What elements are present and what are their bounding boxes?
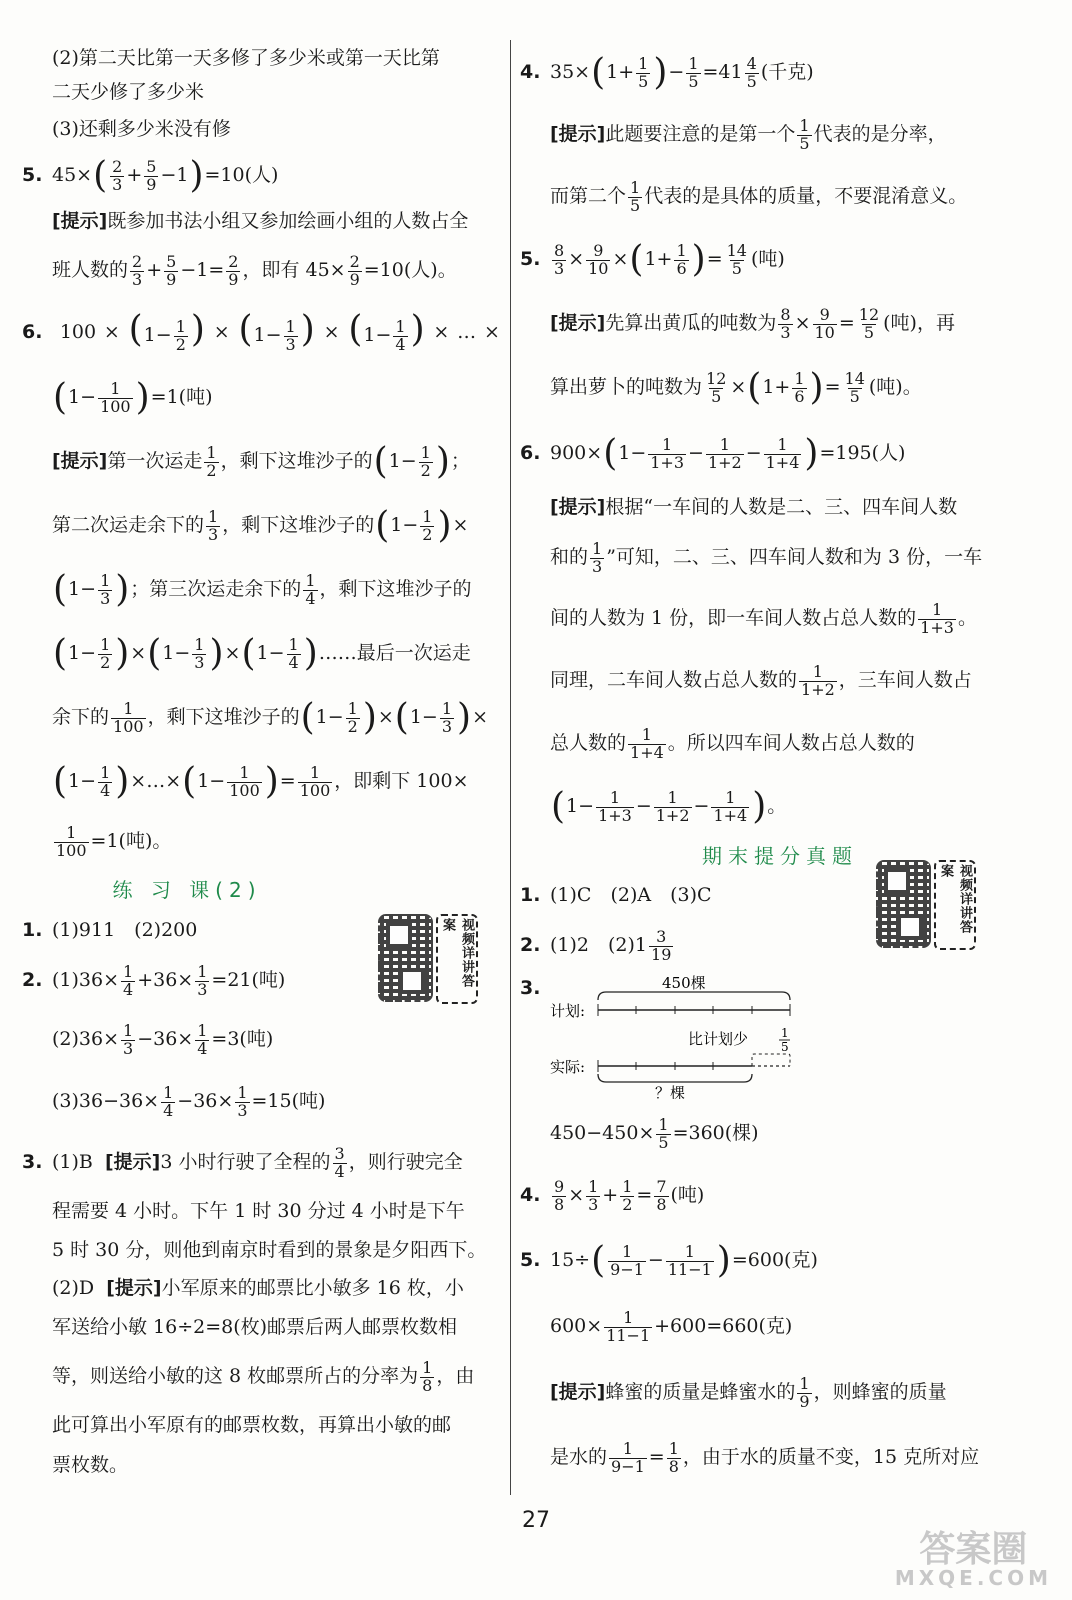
site-watermark: 答案圈 MXQE.COM [894, 1529, 1052, 1590]
hint-line: 和的 $\frac{1}{3}$ ”可知，二、三、四车间人数和为 3 份，一车 [550, 538, 983, 576]
hint-line: $\frac{1}{100}$ =1(吨)。 [56, 822, 172, 860]
exam-1: 1. (1)C (2)A (3)C [520, 884, 712, 907]
line-segment-diagram [550, 974, 800, 1099]
exam-2: 2. (1)2 (2)1 $\frac{3}{19}$ [520, 926, 672, 964]
formula-line: ( 1− $\frac{1}{100}$ ) =1(吨) [53, 377, 213, 418]
hint-line: 间的人数为 1 份，即一车间人数占总人数的 $\frac{1}{1+3}$ 。 [550, 599, 977, 637]
text-line: (2)第二天比第一天多修了多少米或第一天比第 [52, 47, 440, 70]
hint-line: ( 1− $\frac{1}{3}$ ) ；第三次运走余下的 $\frac{1}{4}$ ，剩下这堆沙子的 [53, 569, 472, 610]
formula-line: (2)36× $\frac{1}{3}$ −36× $\frac{1}{4}$ =3(吨) [52, 1020, 274, 1058]
svg-text:1: 1 [781, 1026, 789, 1040]
formula-line: (3)36−36× $\frac{1}{4}$ −36× $\frac{1}{3}$ =15(吨) [52, 1082, 326, 1120]
page-number: 27 [522, 1508, 550, 1533]
hint-line: ( 1− $\frac{1}{2}$ ) × ( 1− $\frac{1}{3}$ ) × ( 1− $\frac{1}{4}$ ) ……最后一次运走 [53, 633, 471, 674]
qr-code-final-exam[interactable]: 视频详讲答案 [876, 860, 976, 950]
hint-line: ( 1− $\frac{1}{1+3}$ − $\frac{1}{1+2}$ − $\frac{1}{1+4}$ ) 。 [551, 786, 787, 827]
formula-line: 450−450× $\frac{1}{5}$ =360(棵) [550, 1114, 759, 1152]
diagram-question-label: ？棵 [655, 1084, 686, 1099]
section-title-practice: 练 习 课(2) [112, 878, 262, 902]
fraction: $\frac{5}{9}$ [146, 156, 157, 194]
exam-4: 4. $\frac{9}{8}$ × $\frac{1}{3}$ + $\frac{1}{2}$ = $\frac{7}{8}$ (吨) [520, 1176, 705, 1214]
qr-code-practice[interactable]: 视频详讲答案 [378, 914, 478, 1004]
hint-line: 而第二个 $\frac{1}{5}$ 代表的是具体的质量，不要混淆意义。 [550, 177, 968, 215]
answer-4: 4. 35× ( 1+ $\frac{1}{5}$ ) − $\frac{1}{5}$ =41 $\frac{4}{5}$ (千克) [520, 52, 814, 93]
left-column [22, 42, 500, 1486]
exam-5: 5. 15÷ ( $\frac{1}{9-1}$ − $\frac{1}{11-1}$ ) =600(克) [520, 1240, 818, 1281]
exam-3: 3. 450棵 计划: 比计划少 1 5 实际: ？棵 [520, 974, 1020, 1104]
text-line: (2)D [提示] 小军原来的邮票比小敏多 16 枚，小 [52, 1277, 464, 1300]
hint-line: [提示] 此题要注意的是第一个 $\frac{1}{5}$ 代表的是分率， [550, 115, 947, 153]
right-column [520, 42, 1020, 1490]
hint-line: 算出萝卜的吨数为 $\frac{12}{5}$ × ( 1+ $\frac{1}{6}$ ) = $\frac{14}{5}$ (吨)。 [550, 367, 922, 408]
diagram-actual-label: 实际: [550, 1058, 586, 1076]
hint-line: 班人数的 $\frac{2}{3}$ + $\frac{5}{9}$ −1= $\frac{2}{9}$ ，即有 45× $\frac{2}{9}$ =10(人)。 [52, 251, 457, 289]
diagram-plan-label: 计划: [550, 1002, 586, 1020]
hint-line: 第二次运走余下的 $\frac{1}{3}$ ，剩下这堆沙子的 ( 1− $\frac{1}{2}$ ) × [52, 505, 469, 546]
hint-line: [提示] 先算出黄瓜的吨数为 $\frac{8}{3}$ × $\frac{9}{10}$ = $\frac{12}{5}$ (吨)，再 [550, 304, 955, 342]
text-line: 此可算出小军原有的邮票枚数，再算出小敏的邮 [52, 1414, 452, 1437]
hint-line: 是水的 $\frac{1}{9-1}$ = $\frac{1}{8}$ ，由于水的质量不变，15 克所对应 [550, 1438, 980, 1476]
section-title-final-exam: 期末提分真题 [702, 844, 858, 868]
answer-6: 6. 100 × (1− $\frac{1}{2}$ ) × (1− $\frac{1}{3}$ ) × (1− $\frac{1}{4}$ ) × … × [22, 309, 500, 354]
hint-line: 总人数的 $\frac{1}{1+4}$ 。所以四车间人数占总人数的 [550, 724, 915, 762]
qr-code-icon [876, 860, 931, 948]
text-line: 军送给小敏 16÷2=8(枚)邮票后两人邮票枚数相 [52, 1316, 458, 1339]
hint-line: [提示] 蜂蜜的质量是蜂蜜水的 $\frac{1}{9}$ ，则蜂蜜的质量 [550, 1373, 947, 1411]
hint-line: [提示] 根据“一车间的人数是二、三、四车间人数 [550, 496, 958, 519]
practice-3: 3. (1)B [提示] 3 小时行驶了全程的 $\frac{3}{4}$ ，则行驶完全 [22, 1143, 463, 1181]
column-divider [510, 40, 511, 1495]
hint-line: [提示] 既参加书法小组又参加绘画小组的人数占全 [52, 210, 469, 233]
practice-2: 2. (1)36× $\frac{1}{4}$ +36× $\frac{1}{3}$ =21(吨) [22, 961, 286, 999]
qr-code-icon [378, 914, 433, 1002]
answer-6-right: 6. 900× ( 1− $\frac{1}{1+3}$ − $\frac{1}{1+2}$ − $\frac{1}{1+4}$ ) =195(人) [520, 433, 906, 474]
fraction: $\frac{2}{3}$ [112, 156, 123, 194]
text-line: 等，则送给小敏的这 8 枚邮票所占的分率为 $\frac{1}{8}$ ，由 [52, 1357, 475, 1395]
text-line: 二天少修了多少米 [52, 81, 205, 104]
practice-1: 1. (1)911 (2)200 [22, 919, 198, 942]
formula-line: 600× $\frac{1}{11-1}$ +600=660(克) [550, 1307, 793, 1345]
hint-line: 余下的 $\frac{1}{100}$ ，剩下这堆沙子的 ( 1− $\frac{1}{2}$ ) × ( 1− $\frac{1}{3}$ ) × [52, 697, 489, 738]
answer-5: 5. 45× ( $\frac{2}{3}$ + $\frac{5}{9}$ −1 ) =10(人) [22, 155, 279, 196]
diagram-total-label: 450棵 [662, 974, 706, 992]
answer-5-right: 5. $\frac{8}{3}$ × $\frac{9}{10}$ × ( 1+ $\frac{1}{6}$ ) = $\frac{14}{5}$ (吨) [520, 239, 785, 280]
hint-line: ( 1− $\frac{1}{4}$ ) ×…× ( 1− $\frac{1}{100}$ ) = $\frac{1}{100}$ ，即剩下 100× [53, 761, 469, 802]
text-line: 程需要 4 小时。下午 1 时 30 分过 4 小时是下午 [52, 1200, 465, 1223]
text-line: (3)还剩多少米没有修 [52, 118, 231, 141]
text-line: 5 时 30 分，则他到南京时看到的景象是夕阳西下。 [52, 1239, 487, 1262]
hint-line: 同理，二车间人数占总人数的 $\frac{1}{1+2}$ ，三车间人数占 [550, 661, 972, 699]
diagram-less-label: 比计划少 [688, 1030, 749, 1048]
text-line: 票枚数。 [52, 1454, 129, 1477]
hint-line: [提示] 第一次运走 $\frac{1}{2}$ ，剩下这堆沙子的 ( 1− $\frac{1}{2}$ ) ； [52, 441, 470, 482]
svg-text:5: 5 [781, 1040, 789, 1054]
